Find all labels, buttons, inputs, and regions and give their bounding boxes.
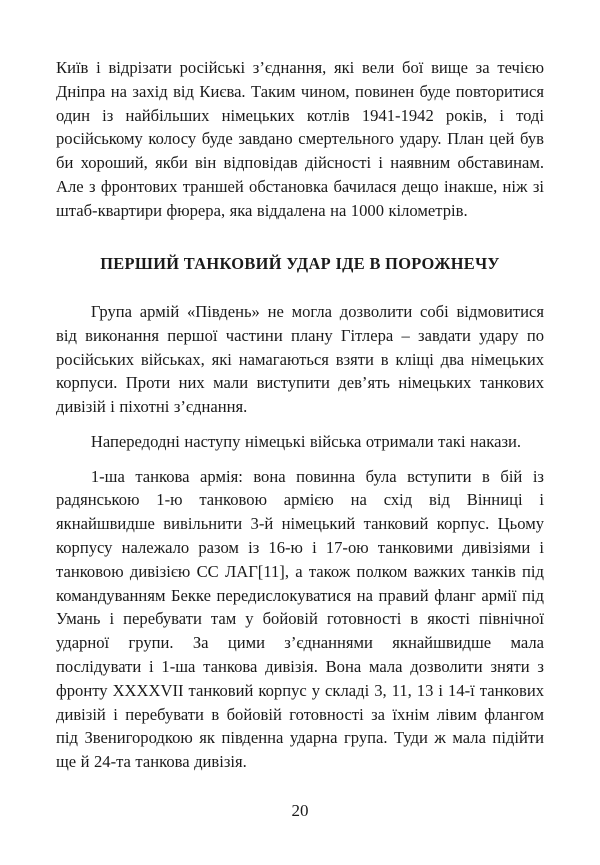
paragraph-spacer [56, 454, 544, 465]
page-number: 20 [291, 801, 309, 820]
body-paragraph: 1-ша танкова армія: вона повинна була вступити в бій із радянською 1-ю танковою армією на схід від Вінниці і якнайшвидше вивільнити 3-й німецький танковий корпус. Цьому корпусу належало разом із 16-ю і 17-ою танковими дивізіями і танковою дивізією СС ЛАГ[11], а також полком важких танків під командуванням Бекке передислокуватися на правий фланг армії під Умань і перебувати там у бойовій готовності в якості північної ударної групи. За цими з’єднаннями якнайшвидше мала послідувати і 1-ша танкова дивізія. Вона мала дозволити зняти з фронту XXXXVII танковий корпус у складі 3, 11, 13 і 14-ї танкових дивізій і перебувати в бойовій готовності за їхнім лівим флангом під Звенигородкою як південна ударна група. Туди ж мала підійти ще й 24-та танкова дивізія. [56, 466, 544, 772]
body-paragraph: Напередодні наступу німецькі війська отримали такі накази. [90, 431, 522, 451]
section-heading: ПЕРШИЙ ТАНКОВИЙ УДАР ІДЕ В ПОРОЖНЕЧУ [100, 253, 500, 273]
body-paragraph: Група армій «Південь» не могла дозволити собі відмовитися від виконання першої частини плану Гітлера – завдати удару по російських військах, які намагаються взяти в кліщі два німецьких корпуси. Проти них мали виступити дев’ять німецьких танкових дивізій і піхотні з’єднання. [56, 301, 544, 417]
body-paragraph: Київ і відрізати російські з’єднання, які вели бої вище за течією Дніпра на захід від Києва. Таким чином, повинен буде повторитися один із найбільших німецьких котлів 1941-1942 років, і тоді російському колосу буде завдано смертельного удару. План цей був би хороший, якби він відповідав дійсності і наявним обставинам. Але з фронтових траншей обстановка бачилася дещо інакше, ніж зі штаб-квартири фюрера, яка віддалена на 1000 кілометрів. [56, 58, 544, 220]
paragraph-spacer [56, 419, 544, 430]
